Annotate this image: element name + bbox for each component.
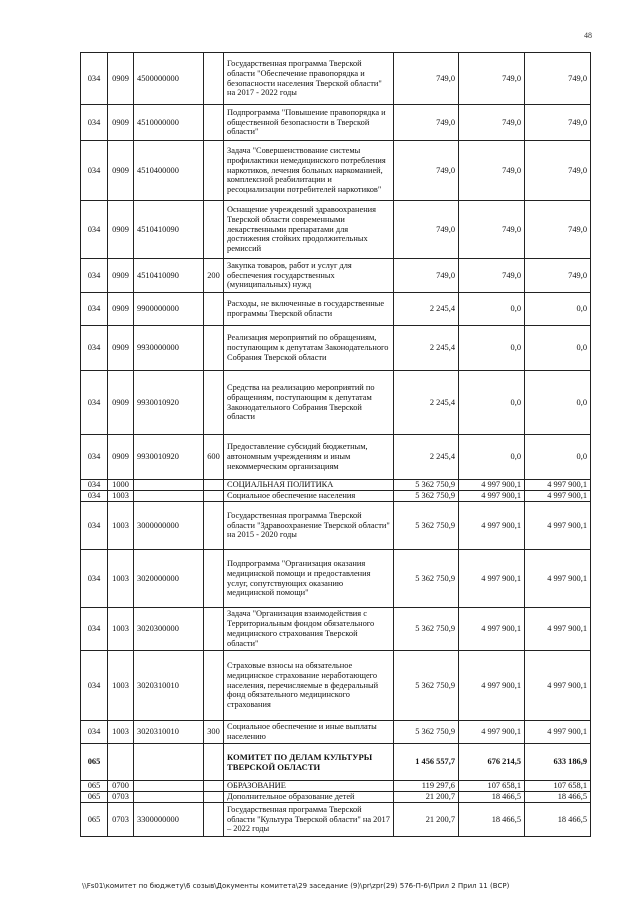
table-row — [81, 651, 591, 721]
table-row — [81, 326, 591, 371]
cell-value-2: 0,0 — [459, 435, 525, 480]
cell-value-3: 18 466,5 — [525, 803, 591, 837]
cell-value-2: 0,0 — [459, 326, 525, 371]
cell-vr — [204, 491, 224, 502]
cell-code: 065 — [81, 744, 108, 781]
cell-name: КОМИТЕТ ПО ДЕЛАМ КУЛЬТУРЫ ТВЕРСКОЙ ОБЛАСТИ — [224, 744, 394, 781]
table-row — [81, 141, 591, 201]
cell-value-3: 107 658,1 — [525, 781, 591, 792]
cell-name: Оснащение учреждений здравоохранения Тверской области современными лекарственными препаратами для достижения стойких продолжительных ремиссий — [224, 201, 394, 259]
cell-code: 034 — [81, 259, 108, 293]
file-path-footer: \\Fs01\комитет по бюджету\6 созыв\Документы комитета\29 заседание (9)\pr\zpr(29) 576-П-6\Прил 2 Прил 11 (ВСР) — [82, 882, 510, 890]
cell-article: 3020310010 — [134, 651, 204, 721]
cell-code: 034 — [81, 435, 108, 480]
cell-vr — [204, 105, 224, 141]
cell-article: 3020310010 — [134, 721, 204, 744]
table-row — [81, 502, 591, 550]
cell-vr — [204, 326, 224, 371]
cell-name: Страховые взносы на обязательное медицинское страхование неработающего населения, перечисляемые в федеральный фонд обязательного медицинского страхования — [224, 651, 394, 721]
cell-vr — [204, 608, 224, 651]
cell-section: 0703 — [108, 803, 134, 837]
cell-article: 9930010920 — [134, 371, 204, 435]
cell-value-2: 749,0 — [459, 201, 525, 259]
cell-vr: 300 — [204, 721, 224, 744]
cell-section: 1003 — [108, 721, 134, 744]
cell-article — [134, 792, 204, 803]
cell-value-1: 5 362 750,9 — [394, 651, 459, 721]
table-row — [81, 721, 591, 744]
cell-name: СОЦИАЛЬНАЯ ПОЛИТИКА — [224, 480, 394, 491]
cell-name: Государственная программа Тверской области "Обеспечение правопорядка и безопасности населения Тверской области" на 2017 - 2022 годы — [224, 53, 394, 105]
cell-vr: 600 — [204, 435, 224, 480]
cell-vr — [204, 550, 224, 608]
cell-section — [108, 744, 134, 781]
cell-value-3: 633 186,9 — [525, 744, 591, 781]
cell-vr — [204, 141, 224, 201]
cell-value-1: 5 362 750,9 — [394, 491, 459, 502]
cell-value-3: 749,0 — [525, 105, 591, 141]
cell-code: 034 — [81, 201, 108, 259]
cell-name: Реализация мероприятий по обращениям, поступающим к депутатам Законодательного Собрания Тверской области — [224, 326, 394, 371]
cell-value-3: 4 997 900,1 — [525, 491, 591, 502]
cell-value-3: 0,0 — [525, 435, 591, 480]
cell-value-1: 2 245,4 — [394, 293, 459, 326]
cell-value-1: 749,0 — [394, 259, 459, 293]
cell-code: 034 — [81, 480, 108, 491]
table-row — [81, 105, 591, 141]
cell-value-3: 0,0 — [525, 371, 591, 435]
cell-section: 0909 — [108, 141, 134, 201]
cell-value-2: 4 997 900,1 — [459, 502, 525, 550]
cell-code: 034 — [81, 53, 108, 105]
cell-name: Государственная программа Тверской области "Культура Тверской области" на 2017 – 2022 годы — [224, 803, 394, 837]
cell-article: 3020300000 — [134, 608, 204, 651]
cell-code: 034 — [81, 651, 108, 721]
table-row — [81, 480, 591, 491]
table-row — [81, 201, 591, 259]
cell-value-2: 4 997 900,1 — [459, 550, 525, 608]
cell-name: ОБРАЗОВАНИЕ — [224, 781, 394, 792]
cell-value-1: 1 456 557,7 — [394, 744, 459, 781]
cell-article — [134, 781, 204, 792]
cell-value-3: 749,0 — [525, 259, 591, 293]
table-row — [81, 792, 591, 803]
cell-code: 065 — [81, 792, 108, 803]
cell-vr — [204, 293, 224, 326]
cell-section: 1000 — [108, 480, 134, 491]
cell-value-1: 21 200,7 — [394, 803, 459, 837]
cell-code: 034 — [81, 491, 108, 502]
cell-value-2: 4 997 900,1 — [459, 608, 525, 651]
table-row — [81, 491, 591, 502]
cell-value-3: 4 997 900,1 — [525, 721, 591, 744]
cell-vr — [204, 781, 224, 792]
cell-vr — [204, 480, 224, 491]
cell-article: 9900000000 — [134, 293, 204, 326]
cell-name: Расходы, не включенные в государственные программы Тверской области — [224, 293, 394, 326]
cell-vr — [204, 792, 224, 803]
cell-article: 4510000000 — [134, 105, 204, 141]
cell-code: 034 — [81, 326, 108, 371]
cell-vr — [204, 651, 224, 721]
cell-section: 0700 — [108, 781, 134, 792]
table-row — [81, 803, 591, 837]
cell-article: 3300000000 — [134, 803, 204, 837]
cell-value-1: 5 362 750,9 — [394, 502, 459, 550]
cell-value-2: 0,0 — [459, 293, 525, 326]
cell-value-2: 4 997 900,1 — [459, 651, 525, 721]
cell-section: 1003 — [108, 651, 134, 721]
cell-code: 065 — [81, 781, 108, 792]
cell-value-2: 4 997 900,1 — [459, 721, 525, 744]
cell-value-2: 107 658,1 — [459, 781, 525, 792]
cell-article: 9930000000 — [134, 326, 204, 371]
cell-section: 0909 — [108, 293, 134, 326]
cell-name: Задача "Организация взаимодействия с Территориальным фондом обязательного медицинского страхования Тверской области" — [224, 608, 394, 651]
cell-value-1: 5 362 750,9 — [394, 608, 459, 651]
cell-value-2: 676 214,5 — [459, 744, 525, 781]
cell-code: 034 — [81, 721, 108, 744]
cell-value-1: 119 297,6 — [394, 781, 459, 792]
table-row — [81, 293, 591, 326]
cell-name: Закупка товаров, работ и услуг для обеспечения государственных (муниципальных) нужд — [224, 259, 394, 293]
cell-article: 4510410090 — [134, 201, 204, 259]
cell-value-3: 4 997 900,1 — [525, 651, 591, 721]
cell-code: 034 — [81, 371, 108, 435]
cell-article — [134, 480, 204, 491]
cell-name: Подпрограмма "Организация оказания медицинской помощи и предоставления услуг, сопутствующих оказанию медицинской помощи" — [224, 550, 394, 608]
cell-value-2: 18 466,5 — [459, 792, 525, 803]
cell-code: 034 — [81, 550, 108, 608]
cell-value-1: 5 362 750,9 — [394, 721, 459, 744]
cell-section: 0909 — [108, 435, 134, 480]
cell-vr — [204, 201, 224, 259]
cell-article: 3020000000 — [134, 550, 204, 608]
cell-article: 4510400000 — [134, 141, 204, 201]
cell-section: 0909 — [108, 371, 134, 435]
cell-value-2: 4 997 900,1 — [459, 491, 525, 502]
cell-value-2: 18 466,5 — [459, 803, 525, 837]
cell-value-3: 18 466,5 — [525, 792, 591, 803]
cell-value-2: 0,0 — [459, 371, 525, 435]
cell-value-1: 5 362 750,9 — [394, 480, 459, 491]
cell-article — [134, 491, 204, 502]
cell-section: 0909 — [108, 201, 134, 259]
table-row — [81, 259, 591, 293]
page-number: 48 — [584, 31, 592, 40]
cell-value-2: 749,0 — [459, 259, 525, 293]
cell-article: 9930010920 — [134, 435, 204, 480]
cell-name: Задача "Совершенствование системы профилактики немедицинского потребления наркотиков, лечения больных наркоманией, комплексной реабилитации и ресоциализации потребителей наркотиков" — [224, 141, 394, 201]
cell-value-1: 2 245,4 — [394, 435, 459, 480]
cell-value-3: 4 997 900,1 — [525, 502, 591, 550]
cell-section: 0703 — [108, 792, 134, 803]
cell-value-1: 749,0 — [394, 53, 459, 105]
cell-value-1: 749,0 — [394, 141, 459, 201]
cell-value-3: 0,0 — [525, 326, 591, 371]
cell-section: 1003 — [108, 608, 134, 651]
cell-vr — [204, 371, 224, 435]
cell-article — [134, 744, 204, 781]
cell-value-1: 5 362 750,9 — [394, 550, 459, 608]
table-row — [81, 608, 591, 651]
cell-value-2: 749,0 — [459, 105, 525, 141]
cell-value-2: 749,0 — [459, 141, 525, 201]
cell-section: 1003 — [108, 491, 134, 502]
budget-table — [80, 52, 591, 837]
cell-code: 034 — [81, 293, 108, 326]
cell-value-3: 749,0 — [525, 53, 591, 105]
cell-value-2: 749,0 — [459, 53, 525, 105]
table-row — [81, 781, 591, 792]
cell-name: Социальное обеспечение и иные выплаты населению — [224, 721, 394, 744]
cell-name: Средства на реализацию мероприятий по обращениям, поступающим к депутатам Законодательного Собрания Тверской области — [224, 371, 394, 435]
table-row — [81, 53, 591, 105]
cell-section: 1003 — [108, 502, 134, 550]
cell-value-3: 4 997 900,1 — [525, 608, 591, 651]
cell-code: 034 — [81, 608, 108, 651]
cell-vr: 200 — [204, 259, 224, 293]
cell-code: 034 — [81, 141, 108, 201]
cell-section: 0909 — [108, 53, 134, 105]
cell-name: Социальное обеспечение населения — [224, 491, 394, 502]
cell-value-2: 4 997 900,1 — [459, 480, 525, 491]
cell-code: 065 — [81, 803, 108, 837]
cell-name: Предоставление субсидий бюджетным, автономным учреждениям и иным некоммерческим организациям — [224, 435, 394, 480]
cell-section: 1003 — [108, 550, 134, 608]
cell-value-1: 21 200,7 — [394, 792, 459, 803]
cell-article: 3000000000 — [134, 502, 204, 550]
cell-value-1: 2 245,4 — [394, 371, 459, 435]
cell-value-1: 749,0 — [394, 201, 459, 259]
cell-value-1: 2 245,4 — [394, 326, 459, 371]
cell-code: 034 — [81, 502, 108, 550]
table-row — [81, 744, 591, 781]
cell-value-3: 4 997 900,1 — [525, 480, 591, 491]
cell-vr — [204, 744, 224, 781]
cell-section: 0909 — [108, 259, 134, 293]
cell-code: 034 — [81, 105, 108, 141]
cell-value-3: 0,0 — [525, 293, 591, 326]
table-row — [81, 550, 591, 608]
cell-article: 4510410090 — [134, 259, 204, 293]
cell-value-3: 749,0 — [525, 201, 591, 259]
cell-name: Подпрограмма "Повышение правопорядка и общественной безопасности в Тверской области" — [224, 105, 394, 141]
cell-value-1: 749,0 — [394, 105, 459, 141]
cell-vr — [204, 803, 224, 837]
cell-section: 0909 — [108, 326, 134, 371]
table-body — [81, 53, 591, 837]
cell-name: Государственная программа Тверской области "Здравоохранение Тверской области" на 2015 - 2020 годы — [224, 502, 394, 550]
cell-article: 4500000000 — [134, 53, 204, 105]
cell-value-3: 4 997 900,1 — [525, 550, 591, 608]
cell-name: Дополнительное образование детей — [224, 792, 394, 803]
cell-vr — [204, 502, 224, 550]
cell-vr — [204, 53, 224, 105]
table-row — [81, 435, 591, 480]
table-row — [81, 371, 591, 435]
cell-section: 0909 — [108, 105, 134, 141]
cell-value-3: 749,0 — [525, 141, 591, 201]
